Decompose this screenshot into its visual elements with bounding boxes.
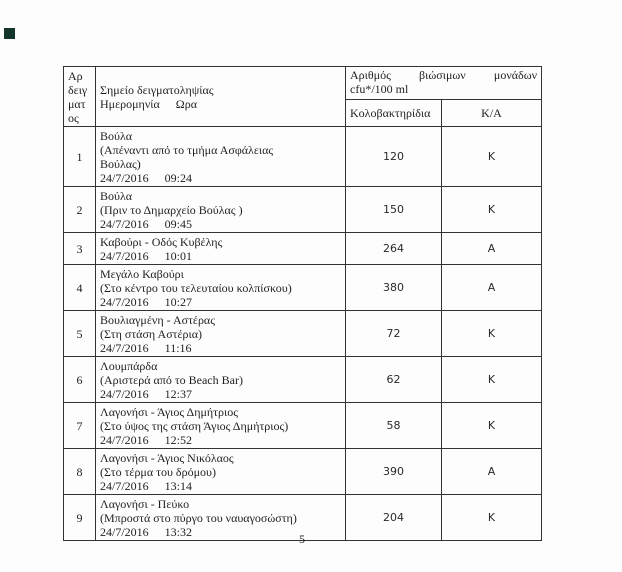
cell-ka: Α [442,265,542,311]
sampling-point-line: Βούλα [100,129,133,143]
cell-ka: Κ [442,403,542,449]
cell-coliforms: 62 [346,357,442,403]
datetime-line [100,433,341,447]
sampling-point-line: Λουμπάρδα [100,359,158,373]
header-sample-number-line: ος [68,111,79,125]
table-row [64,265,542,311]
cell-sampling-point [96,403,346,449]
sampling-point-line: (Στο τέρμα του δρόμου) [100,465,216,479]
cell-sampling-point [96,233,346,265]
table-row [64,187,542,233]
page-number: 5 [299,532,305,546]
cell-sampling-point [96,127,346,187]
sampling-point-line: Μεγάλο Καβούρι [100,267,184,281]
table-row [64,449,542,495]
sampling-point-line: (Στη στάση Αστέρια) [100,327,203,341]
cell-ka: Κ [442,495,542,541]
header-sample-number-line: ματ [68,97,86,111]
cell-sample-number: 4 [64,265,96,311]
cell-ka: Κ [442,127,542,187]
sample-date: 24/7/2016 [100,171,149,185]
cell-sample-number: 5 [64,311,96,357]
sample-time: 11:16 [164,341,192,355]
sample-time: 12:37 [164,387,193,401]
cell-ka: Κ [442,187,542,233]
datetime-line [100,217,341,231]
units-word: βιώσιμων [419,68,466,82]
cell-sampling-point [96,265,346,311]
sample-date: 24/7/2016 [100,249,149,263]
header-viable-units [346,67,542,100]
cell-ka: Α [442,233,542,265]
datetime-line [100,341,341,355]
corner-mark [4,28,15,39]
table-row [64,357,542,403]
sample-time: 10:01 [164,249,193,263]
header-sampling-point [96,67,346,127]
cell-sample-number: 7 [64,403,96,449]
header-datetime-label [100,97,341,111]
header-date-label: Ημερομηνία [100,96,160,111]
cell-sample-number: 1 [64,127,96,187]
header-sample-number-line: Αρ [68,69,83,83]
datetime-line [100,387,341,401]
cell-sample-number: 3 [64,233,96,265]
sample-date: 24/7/2016 [100,295,149,309]
table-body [64,127,542,541]
sampling-point-line: (Αριστερά από το Beach Bar) [100,373,243,387]
cell-ka: Κ [442,311,542,357]
sample-time: 10:27 [164,295,193,309]
table-header [64,67,542,127]
header-viable-units-line1 [350,68,537,82]
sample-time: 13:14 [164,479,193,493]
cell-coliforms: 150 [346,187,442,233]
cell-sample-number: 9 [64,495,96,541]
sampling-point-line: Λαγονήσι - Άγιος Νικόλαος [100,451,234,465]
table-row [64,403,542,449]
units-word: Αριθμός [350,68,391,82]
sampling-point-line: Λαγονήσι - Άγιος Δημήτριος [100,405,238,419]
sampling-point-line: Βούλας) [100,157,141,171]
cell-coliforms: 58 [346,403,442,449]
table-row [64,127,542,187]
table-row [64,233,542,265]
cell-sample-number: 8 [64,449,96,495]
header-viable-units-line2: cfu*/100 ml [350,82,409,96]
cell-sample-number: 6 [64,357,96,403]
header-sampling-point-label: Σημείο δειγματοληψίας [100,82,214,97]
sample-time: 13:32 [164,525,193,539]
sampling-point-line: Βούλα [100,189,133,203]
sampling-point-line: (Στο κέντρο του τελευταίου κολπίσκου) [100,281,292,295]
sample-date: 24/7/2016 [100,433,149,447]
sample-date: 24/7/2016 [100,217,149,231]
sample-date: 24/7/2016 [100,387,149,401]
sampling-point-line: (Πριν το Δημαρχείο Βούλας ) [100,203,243,217]
cell-sampling-point [96,311,346,357]
sample-date: 24/7/2016 [100,525,149,539]
sampling-point-line: (Στο ύψος της στάση Άγιος Δημήτριος) [100,419,289,433]
sample-time: 09:24 [164,171,193,185]
table-row [64,311,542,357]
cell-coliforms: 390 [346,449,442,495]
cell-coliforms: 120 [346,127,442,187]
header-sample-number-line: δειγ [68,83,88,97]
cell-ka: Κ [442,357,542,403]
cell-sampling-point [96,449,346,495]
sample-time: 12:52 [164,433,193,447]
cell-sampling-point [96,357,346,403]
header-time-label: Ωρα [175,96,197,111]
cell-coliforms: 72 [346,311,442,357]
cell-ka: Α [442,449,542,495]
header-sample-number [64,67,96,127]
cell-coliforms: 204 [346,495,442,541]
sampling-point-line: (Μπροστά στο πύργο του ναυαγοσώστη) [100,511,297,525]
datetime-line [100,295,341,309]
header-coliforms: Κολοβακτηρίδια [346,99,442,126]
cell-sample-number: 2 [64,187,96,233]
cell-sampling-point [96,187,346,233]
header-row-top [64,67,542,100]
datetime-line [100,479,341,493]
datetime-line [100,171,341,185]
sample-date: 24/7/2016 [100,341,149,355]
sample-time: 09:45 [164,217,193,231]
cell-coliforms: 380 [346,265,442,311]
header-ka: Κ/Α [442,99,542,126]
datetime-line [100,249,341,263]
sample-date: 24/7/2016 [100,479,149,493]
sampling-results-table [63,66,542,541]
cell-coliforms: 264 [346,233,442,265]
sampling-point-line: Καβούρι - Οδός Κυβέλης [100,235,223,249]
sampling-point-line: Λαγονήσι - Πεύκο [100,497,190,511]
sampling-point-line: (Απέναντι από το τμήμα Ασφάλειας [100,143,274,157]
units-word: μονάδων [493,68,538,82]
sampling-point-line: Βουλιαγμένη - Αστέρας [100,313,215,327]
